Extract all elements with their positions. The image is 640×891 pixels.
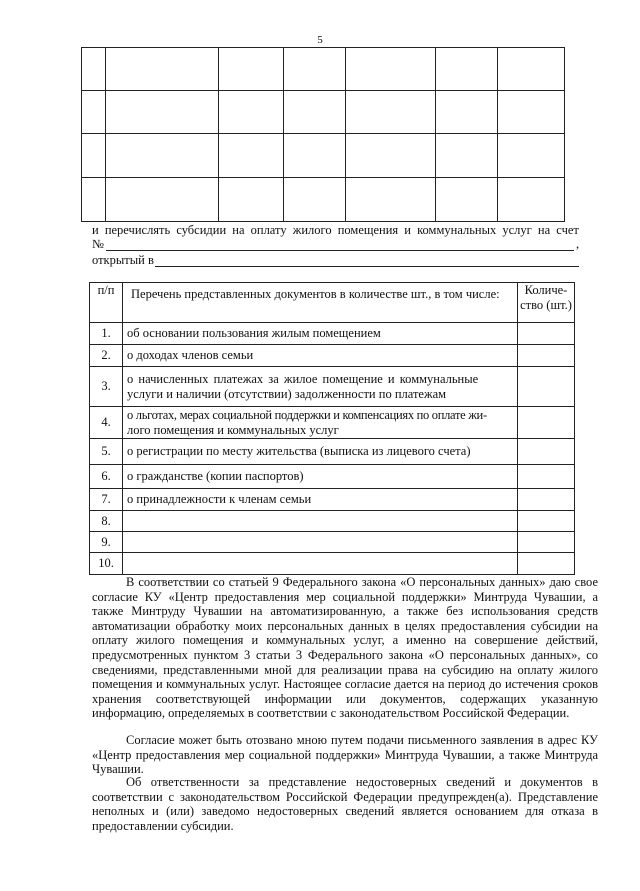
document-name[interactable] bbox=[123, 511, 518, 532]
row-number: 7. bbox=[90, 489, 123, 511]
documents-table-head bbox=[90, 283, 575, 323]
page-number: 5 bbox=[317, 34, 323, 46]
row-number: 8. bbox=[90, 511, 123, 532]
grid-cell[interactable] bbox=[219, 178, 284, 222]
opened-in-field[interactable] bbox=[155, 266, 579, 267]
table-row bbox=[90, 407, 575, 439]
grid-cell[interactable] bbox=[284, 91, 346, 134]
opened-in-label: открытый в bbox=[92, 253, 154, 267]
document-name[interactable] bbox=[123, 532, 518, 553]
revocation-text: Согласие может быть отозвано мною путем подачи письменного заявления в адрес КУ «Центр предоставления мер социальной поддержки» Минтруда Чувашии, а также Минтруда Чувашии. bbox=[92, 733, 598, 777]
row-number: 2. bbox=[90, 345, 123, 367]
grid-cell[interactable] bbox=[284, 48, 346, 91]
row-number: 10. bbox=[90, 553, 123, 575]
col-qty-header bbox=[518, 283, 575, 323]
document-name-line2: услуги и наличии (отсутствии) задолженности по платежам bbox=[127, 386, 447, 401]
document-name bbox=[123, 367, 518, 407]
grid-cell[interactable] bbox=[82, 91, 106, 134]
document-name: о доходах членов семьи bbox=[123, 345, 518, 367]
document-name-line1: о льготах, мерах социальной поддержки и компенсациях по оплате жи- bbox=[127, 407, 487, 422]
grid-cell[interactable] bbox=[436, 178, 498, 222]
grid-cell[interactable] bbox=[82, 134, 106, 178]
grid-cell[interactable] bbox=[106, 178, 219, 222]
table-row bbox=[90, 345, 575, 367]
quantity-cell[interactable] bbox=[518, 367, 575, 407]
document-name: о регистрации по месту жительства (выписка из лицевого счета) bbox=[123, 439, 518, 465]
document-name: о принадлежности к членам семьи bbox=[123, 489, 518, 511]
grid-cell[interactable] bbox=[284, 178, 346, 222]
table-row bbox=[90, 553, 575, 575]
grid-row bbox=[82, 178, 565, 222]
quantity-cell[interactable] bbox=[518, 407, 575, 439]
col-qty-header-line2: ство (шт.) bbox=[520, 298, 572, 312]
quantity-cell[interactable] bbox=[518, 532, 575, 553]
grid-cell[interactable] bbox=[498, 134, 565, 178]
grid-cell[interactable] bbox=[346, 178, 436, 222]
grid-cell[interactable] bbox=[346, 134, 436, 178]
responsibility-text: Об ответственности за представление недостоверных сведений и документов в соответствии с законодательством Российской Федерации предупрежден(а). Представление неполных и (или) заведомо недостоверных сведений является основанием для отказа в предоставлении субсидии. bbox=[92, 775, 598, 833]
grid-cell[interactable] bbox=[346, 91, 436, 134]
grid-cell[interactable] bbox=[436, 48, 498, 91]
documents-header-row bbox=[90, 283, 575, 323]
quantity-cell[interactable] bbox=[518, 323, 575, 345]
table-row bbox=[90, 511, 575, 532]
account-line-text: и перечислять субсидии на оплату жилого помещения и коммунальных услуг на счет bbox=[92, 223, 579, 237]
quantity-cell[interactable] bbox=[518, 439, 575, 465]
grid-cell[interactable] bbox=[498, 178, 565, 222]
consent-text: В соответствии со статьей 9 Федерального закона «О персональных данных» даю свое согласие КУ «Центр предоставления мер социальной поддержки» Минтруда Чувашии, а также Минтруду Чувашии на автоматизированную, а также без использования средств автоматизации обработку моих персональных данных в целях предоставления субсидии на оплату жилого помещения и коммунальных услуг, а именно на совершение действий, предусмотренных пунктом 3 статьи 3 Федерального закона «О персональных данных», со сведениями, представленными мной для реализации права на субсидию на оплату жилого помещения и коммунальных услуг. Настоящее согласие дается на период до истечения сроков хранения соответствующей информации или документов, содержащих указанную информацию, определяемых в соответствии с законодательством Российской Федерации. bbox=[92, 575, 598, 721]
document-name: о гражданстве (копии паспортов) bbox=[123, 465, 518, 489]
row-number: 6. bbox=[90, 465, 123, 489]
row-number: 4. bbox=[90, 407, 123, 439]
grid-cell[interactable] bbox=[219, 134, 284, 178]
grid-row bbox=[82, 91, 565, 134]
row-number: 5. bbox=[90, 439, 123, 465]
grid-cell[interactable] bbox=[346, 48, 436, 91]
grid-cell[interactable] bbox=[436, 134, 498, 178]
quantity-cell[interactable] bbox=[518, 345, 575, 367]
grid-cell[interactable] bbox=[219, 91, 284, 134]
grid-cell[interactable] bbox=[436, 91, 498, 134]
col-num-header: п/п bbox=[90, 283, 123, 323]
grid-cell[interactable] bbox=[498, 48, 565, 91]
row-number: 1. bbox=[90, 323, 123, 345]
table-row bbox=[90, 323, 575, 345]
grid-cell[interactable] bbox=[82, 48, 106, 91]
table-row bbox=[90, 489, 575, 511]
document-name-line2: лого помещения и коммунальных услуг bbox=[127, 422, 339, 437]
revocation-paragraph bbox=[92, 733, 598, 777]
documents-table-body bbox=[90, 323, 575, 575]
quantity-cell[interactable] bbox=[518, 489, 575, 511]
table-row bbox=[90, 532, 575, 553]
grid-cell[interactable] bbox=[498, 91, 565, 134]
row-number: 9. bbox=[90, 532, 123, 553]
grid-cell[interactable] bbox=[284, 134, 346, 178]
grid-row bbox=[82, 48, 565, 91]
documents-table bbox=[89, 282, 575, 575]
col-list-header: Перечень представленных документов в количестве шт., в том числе: bbox=[123, 283, 518, 323]
account-number-suffix: , bbox=[576, 237, 580, 251]
consent-paragraph bbox=[92, 575, 598, 721]
document-name: об основании пользования жилым помещением bbox=[123, 323, 518, 345]
account-number-field[interactable] bbox=[106, 250, 574, 251]
document-name-line1: о начисленных платежах за жилое помещение и коммунальные bbox=[127, 371, 479, 386]
responsibility-paragraph bbox=[92, 775, 598, 833]
grid-cell[interactable] bbox=[106, 134, 219, 178]
blank-grid-table bbox=[81, 47, 565, 222]
grid-cell[interactable] bbox=[219, 48, 284, 91]
table-row bbox=[90, 367, 575, 407]
table-row bbox=[90, 439, 575, 465]
grid-cell[interactable] bbox=[82, 178, 106, 222]
grid-row bbox=[82, 134, 565, 178]
quantity-cell[interactable] bbox=[518, 511, 575, 532]
grid-body bbox=[82, 48, 565, 222]
col-qty-header-line1: Количе- bbox=[524, 283, 568, 297]
grid-cell[interactable] bbox=[106, 91, 219, 134]
quantity-cell[interactable] bbox=[518, 465, 575, 489]
account-number-label: № bbox=[92, 237, 104, 251]
table-row bbox=[90, 465, 575, 489]
grid-cell[interactable] bbox=[106, 48, 219, 91]
row-number: 3. bbox=[90, 367, 123, 407]
document-name bbox=[123, 407, 518, 439]
document-name[interactable] bbox=[123, 553, 518, 575]
quantity-cell[interactable] bbox=[518, 553, 575, 575]
